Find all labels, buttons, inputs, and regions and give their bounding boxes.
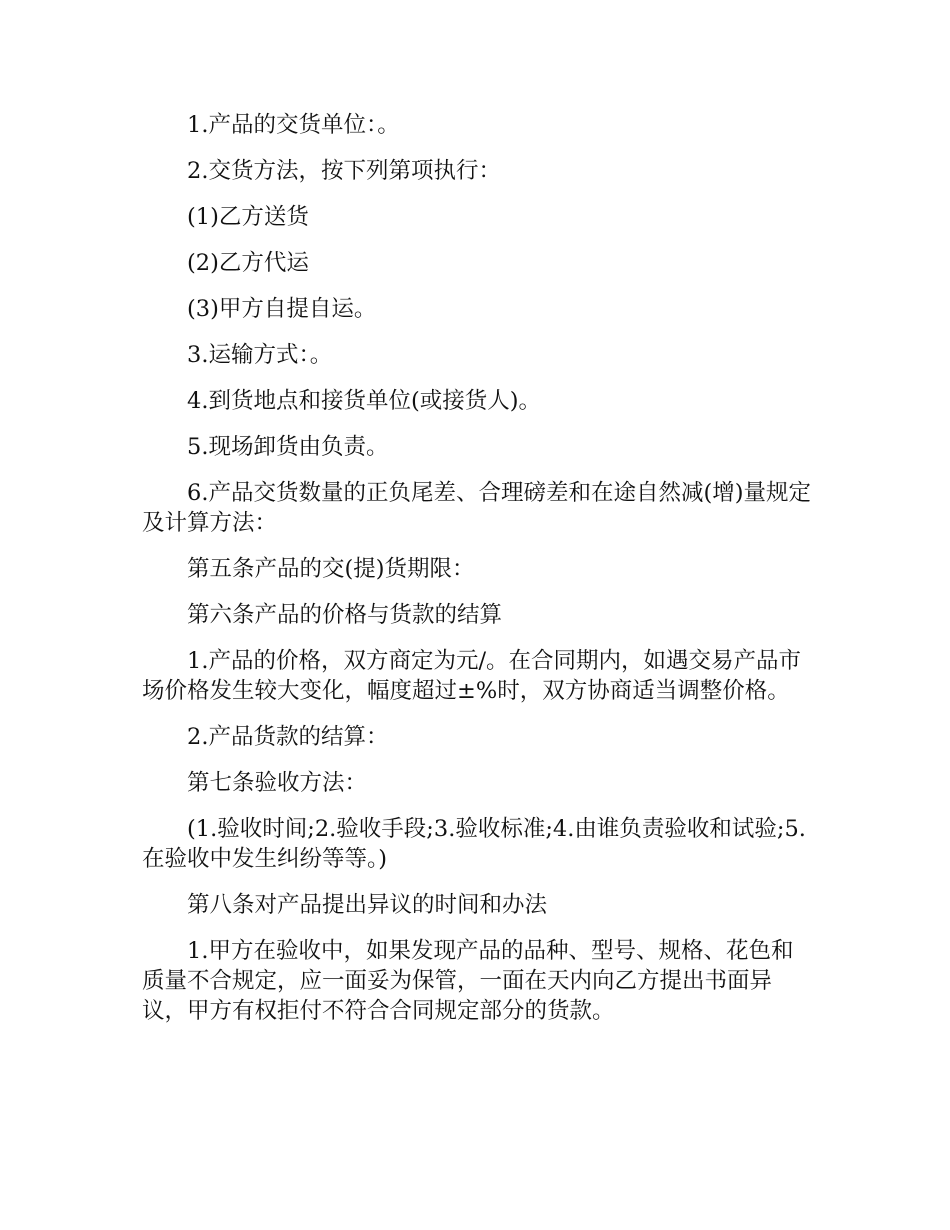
paragraph-delivery-method: 2.交货方法，按下列第项执行：	[187, 158, 501, 184]
paragraph-quantity-tolerance: 6.产品交货数量的正负尾差、合理磅差和在途自然减(增)量规定及计算方法：	[142, 480, 812, 536]
paragraph-option-seller-delivers: (1)乙方送货	[187, 204, 309, 230]
paragraph-unloading: 5.现场卸货由负责。	[187, 434, 389, 460]
paragraph-settlement: 2.产品货款的结算：	[187, 724, 389, 750]
paragraph-option-seller-ships: (2)乙方代运	[187, 250, 309, 276]
paragraph-destination: 4.到货地点和接货单位(或接货人)。	[187, 388, 542, 414]
article-6-heading: 第六条产品的价格与货款的结算	[187, 602, 503, 628]
article-7-heading: 第七条验收方法：	[187, 770, 368, 796]
article-5-heading: 第五条产品的交(提)货期限：	[187, 556, 475, 582]
paragraph-acceptance-details: (1.验收时间;2.验收手段;3.验收标准;4.由谁负责验收和试验;5.在验收中发生纠纷等等。)	[142, 816, 806, 872]
article-8-heading: 第八条对产品提出异议的时间和办法	[187, 892, 548, 918]
paragraph-transport-mode: 3.运输方式：。	[187, 342, 333, 368]
paragraph-option-buyer-pickup: (3)甲方自提自运。	[187, 296, 377, 322]
paragraph-delivery-unit: 1.产品的交货单位：。	[187, 112, 400, 138]
document-body	[142, 110, 812, 1042]
paragraph-price: 1.产品的价格，双方商定为元/。在合同期内，如遇交易产品市场价格发生较大变化，幅度超过±%时，双方协商适当调整价格。	[142, 648, 802, 704]
paragraph-objection: 1.甲方在验收中，如果发现产品的品种、型号、规格、花色和质量不合规定，应一面妥为保管，一面在天内向乙方提出书面异议，甲方有权拒付不符合合同规定部分的货款。	[142, 938, 794, 1024]
